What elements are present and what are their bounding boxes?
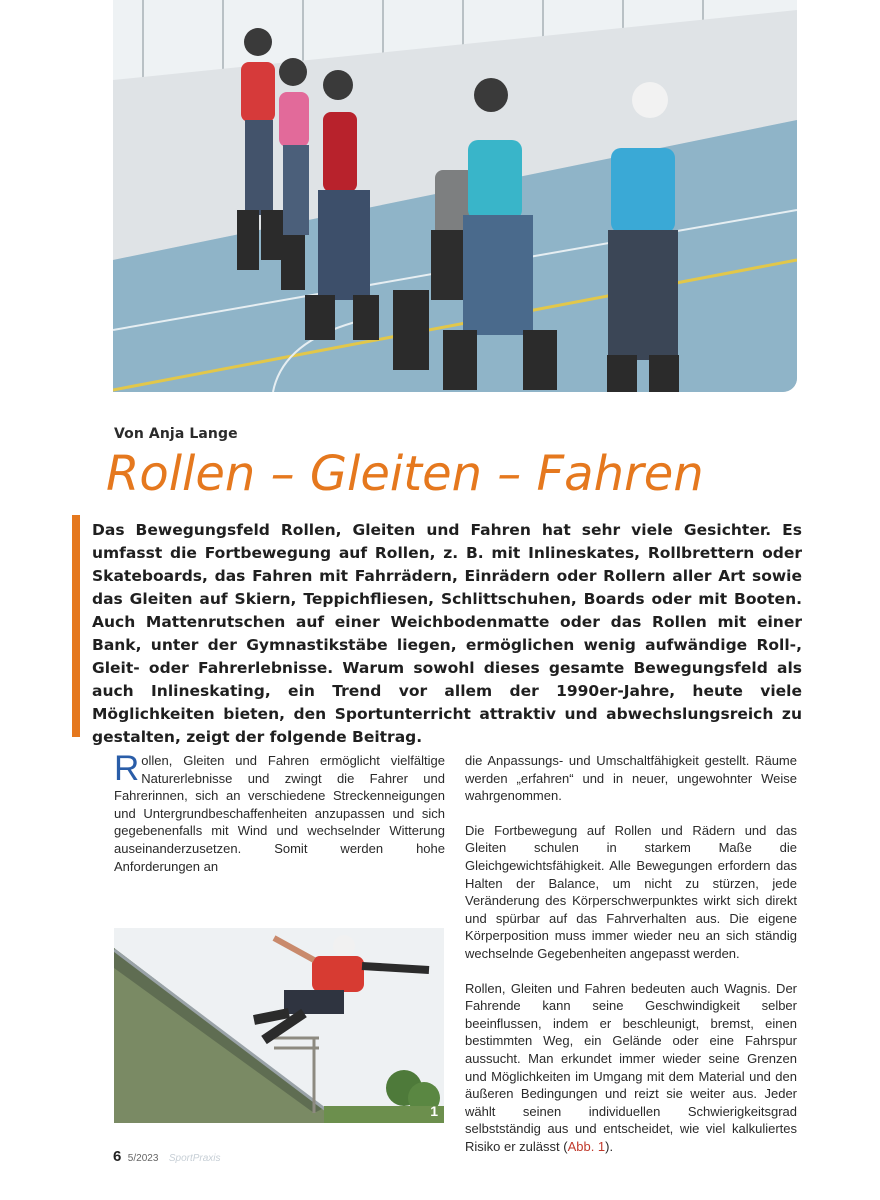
body-paragraph-2: Die Fortbewegung auf Rollen und Rädern und das Gleiten schulen in starkem Maße die Gleichgewichtsfähigkeit. Alle Bewegungen erfordern das Halten der Balance, um nicht zu stürzen, jede Veränderung des Körperschwerpunktes wirkt sich direkt und spürbar auf das Fahrverhalten aus. Die eigene Körperposition muss immer wieder neu an sich ständig wechselnde Gegebenheiten angepasst werden. bbox=[465, 822, 797, 961]
body-paragraph-1-text: ollen, Gleiten und Fahren ermöglicht vielfältige Naturerlebnisse und zwingt die Fahrer und Fahrerinnen, sich an verschiedene Streckenneigungen und Untergrundbeschaffenheiten anzupassen und sich gegebenenfalls mit Wind und wechselnder Witterung auseinanderzusetzen. Somit werden hohe Anforderungen an bbox=[114, 753, 445, 874]
issue-number: 5/2023 bbox=[127, 1153, 159, 1164]
lead-accent-bar bbox=[72, 515, 80, 737]
page-number: 6 bbox=[113, 1148, 122, 1165]
page-footer bbox=[113, 1148, 221, 1166]
lead-paragraph: Das Bewegungsfeld Rollen, Gleiten und Fahren hat sehr viele Gesichter. Es umfasst die Fortbewegung auf Rollen, z. B. mit Inlineskates, Rollbrettern oder Skateboards, das Fahren mit Fahrrädern, Einrädern oder Rollern aller Art sowie das Gleiten auf Skiern, Teppichfliesen, Schlittschuhen, Boards oder mit Booten. Auch Mattenrutschen auf einer Weichbodenmatte oder das Rollen mit einer Bank, unter der Gymnastikstäbe liegen, ermöglichen wenig aufwändige Roll-, Gleit- oder Fahrerlebnisse. Warum sowohl dieses gesamte Bewegungsfeld als auch Inlineskating, ein Trend vor allem der 1990er-Jahre, heute viele Möglichkeiten bieten, den Sportunterricht attraktiv und abwechslungsreich zu gestalten, zeigt der folgende Beitrag. bbox=[92, 521, 802, 746]
body-paragraph-1-continued: die Anpassungs- und Umschaltfähigkeit gestellt. Räume werden „erfahren“ und in neuer, ungewohnter Weise wahrgenommen. bbox=[465, 753, 797, 804]
figure-number: 1 bbox=[430, 1103, 438, 1119]
article-title: Rollen – Gleiten – Fahren bbox=[106, 446, 704, 502]
body-column-right bbox=[465, 752, 797, 1172]
drop-cap: R bbox=[114, 749, 140, 788]
magazine-name: SportPraxis bbox=[168, 1153, 221, 1164]
body-paragraph-3-end: ). bbox=[605, 1138, 614, 1154]
body-paragraph-1 bbox=[114, 749, 445, 875]
hero-photo-inline-skaters bbox=[113, 0, 797, 392]
figure-1-skater-halfpipe bbox=[114, 928, 444, 1123]
body-paragraph-3 bbox=[465, 980, 797, 1156]
figure-1-illustration bbox=[114, 928, 444, 1123]
author-byline: Von Anja Lange bbox=[114, 426, 238, 442]
body-column-left bbox=[114, 749, 445, 892]
figure-reference-link[interactable]: Abb. 1 bbox=[567, 1138, 606, 1154]
body-paragraph-3-text: Rollen, Gleiten und Fahren bedeuten auch Wagnis. Der Fahrende kann seine Geschwindigkeit selber beeinflussen, indem er beschleunigt, bremst, einen bestimmten Weg, ein Gelände oder eine Fahrspur aussucht. Man erkundet immer wieder seine Grenzen und Möglichkeiten im Umgang mit dem Material und den äußeren Bedingungen und reizt sie weiter aus. Jeder wählt seinen individuellen Schwierigkeitsgrad selbstständig aus und entscheidet, wie viel kalkuliertes Risiko er zulässt ( bbox=[465, 980, 797, 1154]
hero-photo-illustration bbox=[113, 0, 797, 392]
